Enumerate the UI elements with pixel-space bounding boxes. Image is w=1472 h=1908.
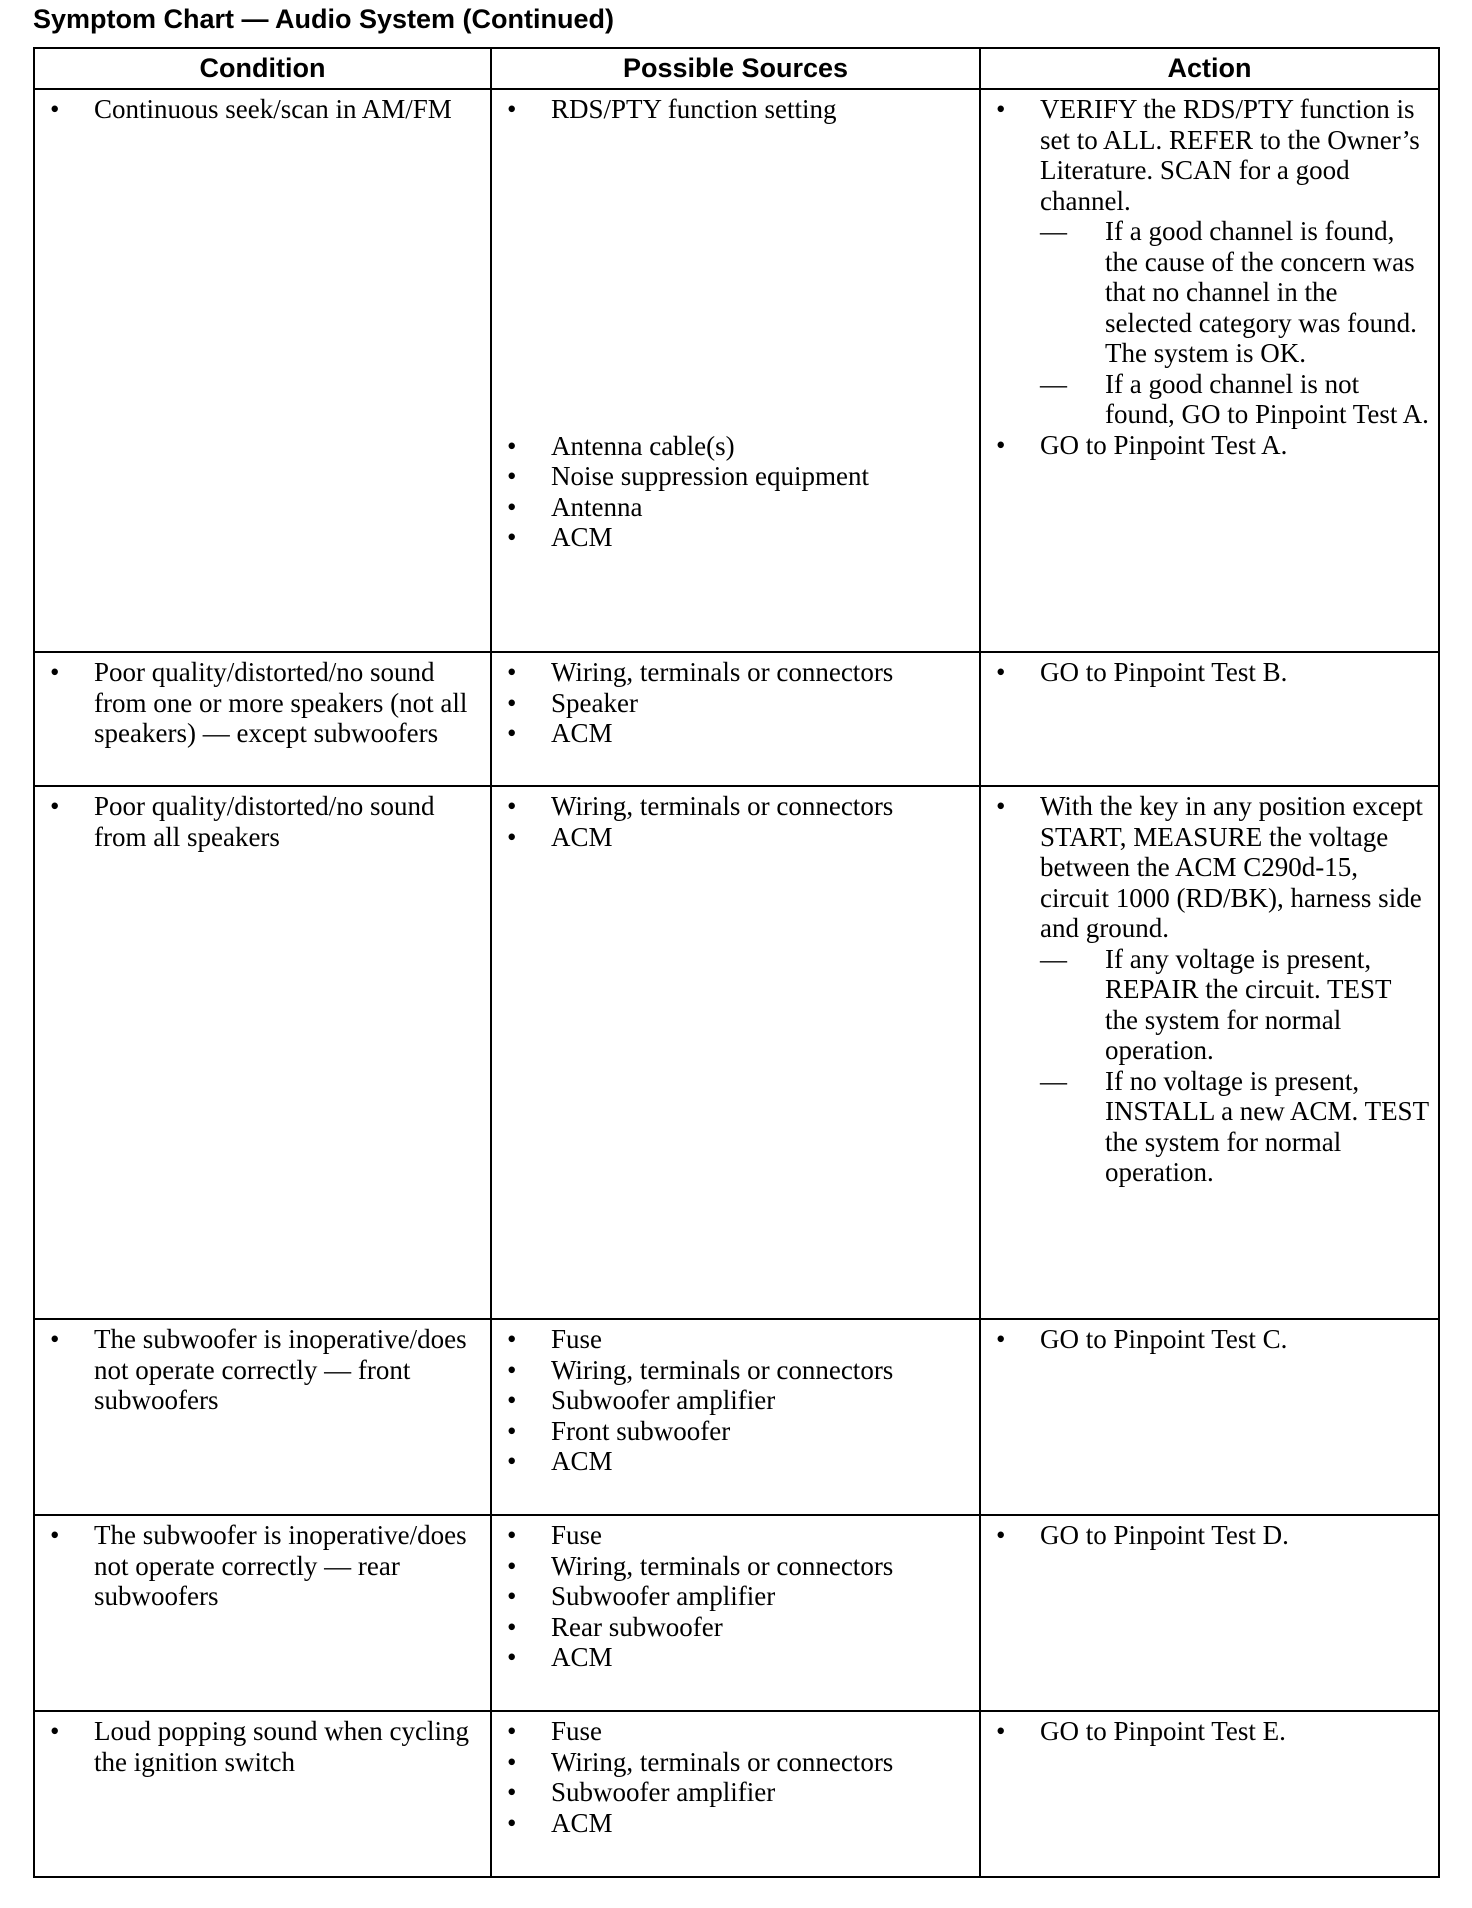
- page-title: Symptom Chart — Audio System (Continued): [33, 4, 615, 34]
- source-item: • Antenna cable(s): [496, 431, 971, 462]
- condition-cell: [34, 1515, 491, 1711]
- condition-text: • Poor quality/distorted/no sound from one or more speakers (not all speakers) — except subwoofers: [39, 657, 482, 749]
- source-item: • Fuse: [496, 1716, 971, 1747]
- source-item: • Rear subwoofer: [496, 1612, 971, 1643]
- source-item: • Front subwoofer: [496, 1416, 971, 1447]
- condition-cell: [34, 89, 491, 652]
- source-item: • ACM: [496, 822, 971, 853]
- table-row: [34, 89, 1439, 652]
- action-item: • With the key in any position except START, MEASURE the voltage between the ACM C290d-15, circuit 1000 (RD/BK), harness side and ground.: [985, 791, 1430, 944]
- action-cell: [980, 1711, 1439, 1877]
- condition-text: • Continuous seek/scan in AM/FM: [39, 94, 482, 125]
- action-cell: [980, 1515, 1439, 1711]
- action-subitem: — If a good channel is not found, GO to Pinpoint Test A.: [985, 369, 1430, 430]
- sources-cell: [491, 786, 980, 1319]
- action-cell: [980, 89, 1439, 652]
- action-cell: [980, 652, 1439, 786]
- source-item: • Fuse: [496, 1520, 971, 1551]
- action-item: • GO to Pinpoint Test A.: [985, 430, 1430, 461]
- source-item: • Fuse: [496, 1324, 971, 1355]
- sources-cell: [491, 652, 980, 786]
- source-item: • Wiring, terminals or connectors: [496, 1747, 971, 1778]
- source-item: • Wiring, terminals or connectors: [496, 657, 971, 688]
- sources-cell: [491, 1319, 980, 1515]
- source-item: • RDS/PTY function setting: [496, 94, 971, 125]
- source-item: • Subwoofer amplifier: [496, 1581, 971, 1612]
- condition-text: • The subwoofer is inoperative/does not operate correctly — front subwoofers: [39, 1324, 482, 1416]
- symptom-chart-table: [33, 47, 1440, 1878]
- condition-cell: [34, 786, 491, 1319]
- action-cell: [980, 786, 1439, 1319]
- source-item: • ACM: [496, 1808, 971, 1839]
- source-item: • Wiring, terminals or connectors: [496, 791, 971, 822]
- source-item: • Subwoofer amplifier: [496, 1777, 971, 1808]
- action-subitem: — If no voltage is present, INSTALL a new ACM. TEST the system for normal operation.: [985, 1066, 1430, 1188]
- source-item: • Noise suppression equipment: [496, 461, 971, 492]
- source-item: • ACM: [496, 1642, 971, 1673]
- table-row: [34, 1711, 1439, 1877]
- action-cell: [980, 1319, 1439, 1515]
- condition-cell: [34, 1319, 491, 1515]
- source-item: • ACM: [496, 718, 971, 749]
- action-subitem: — If any voltage is present, REPAIR the circuit. TEST the system for normal operation.: [985, 944, 1430, 1066]
- action-item: • GO to Pinpoint Test B.: [985, 657, 1430, 688]
- action-item: • GO to Pinpoint Test D.: [985, 1520, 1430, 1551]
- action-item: • VERIFY the RDS/PTY function is set to ALL. REFER to the Owner’s Literature. SCAN for a good channel.: [985, 94, 1430, 216]
- condition-text: • Loud popping sound when cycling the ignition switch: [39, 1716, 482, 1777]
- source-item: • Wiring, terminals or connectors: [496, 1551, 971, 1582]
- table-row: [34, 652, 1439, 786]
- source-item: • Antenna: [496, 492, 971, 523]
- source-item: • ACM: [496, 1446, 971, 1477]
- condition-text: • The subwoofer is inoperative/does not operate correctly — rear subwoofers: [39, 1520, 482, 1612]
- source-item: • Speaker: [496, 688, 971, 719]
- action-item: • GO to Pinpoint Test E.: [985, 1716, 1430, 1747]
- table-header-row: [34, 48, 1439, 89]
- condition-cell: [34, 1711, 491, 1877]
- source-item: • ACM: [496, 522, 971, 553]
- column-header-action: Action: [980, 48, 1439, 89]
- sources-cell: [491, 1711, 980, 1877]
- sources-cell: [491, 1515, 980, 1711]
- action-item: • GO to Pinpoint Test C.: [985, 1324, 1430, 1355]
- condition-cell: [34, 652, 491, 786]
- table-row: [34, 1515, 1439, 1711]
- column-header-condition: Condition: [34, 48, 491, 89]
- source-item: • Subwoofer amplifier: [496, 1385, 971, 1416]
- condition-text: • Poor quality/distorted/no sound from all speakers: [39, 791, 482, 852]
- table-row: [34, 786, 1439, 1319]
- source-item: • Wiring, terminals or connectors: [496, 1355, 971, 1386]
- action-subitem: — If a good channel is found, the cause of the concern was that no channel in the selected category was found. The system is OK.: [985, 216, 1430, 369]
- table-row: [34, 1319, 1439, 1515]
- sources-cell: [491, 89, 980, 652]
- column-header-possible-sources: Possible Sources: [491, 48, 980, 89]
